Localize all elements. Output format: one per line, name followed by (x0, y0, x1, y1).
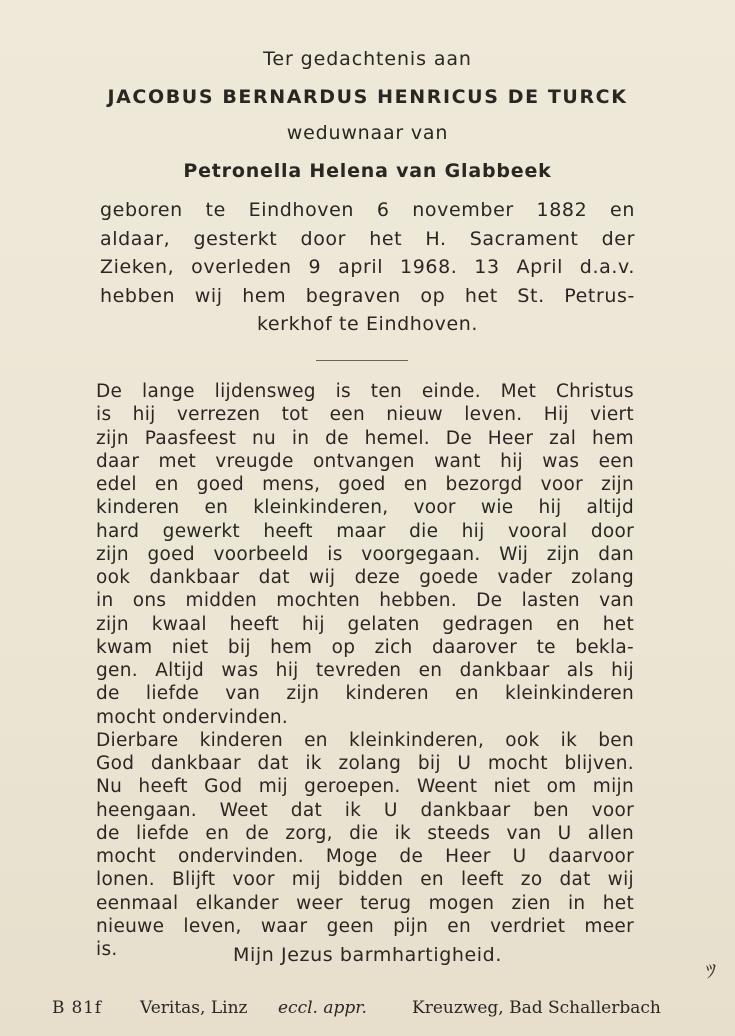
text-line: nieuwe leven, waar geen pijn en verdriet meer (96, 915, 634, 937)
approval-note: eccl. appr. (278, 998, 367, 1018)
text-line: in ons midden mochten hebben. De lasten van (96, 590, 634, 612)
text-line: God dankbaar dat ik zolang bij U mocht blijven. (96, 753, 634, 774)
margin-mark: ﾂ (706, 959, 716, 983)
text-line: zijn kwaal heeft hij gelaten gedragen en het (96, 613, 634, 635)
closing-prayer: Mijn Jezus barmhartigheid. (233, 944, 502, 966)
text-line: zijn goed voorbeeld is voorgegaan. Wij zijn dan (96, 543, 634, 565)
text-line: hard gewerkt heeft maar die hij vooral door (96, 520, 634, 542)
deceased-name: JACOBUS BERNARDUS HENRICUS DE TURCK (107, 86, 628, 108)
text-line: zijn Paasfeest nu in de hemel. De Heer zal hem (96, 427, 634, 449)
section-divider (316, 360, 408, 361)
bio-line: Zieken, overleden 9 april 1968. 13 April d.a.v. (100, 256, 635, 279)
bio-line: kerkhof te Eindhoven. (256, 313, 479, 336)
text-line: lonen. Blijft voor mij bidden en leeft zo dat wij (96, 869, 634, 891)
text-line: heengaan. Weet dat ik U dankbaar ben voor (96, 799, 634, 821)
text-line: gen. Altijd was hij tevreden en dankbaar als hij (96, 660, 634, 681)
text-line: is hij verrezen tot een nieuw leven. Hij viert (96, 404, 634, 426)
image-location: Kreuzweg, Bad Schallerbach (412, 998, 661, 1018)
publisher: Veritas, Linz (140, 998, 248, 1018)
print-code: B 81f (52, 998, 102, 1018)
bio-line: hebben wij hem begraven op het St. Petrus- (100, 284, 635, 307)
printer-footer (0, 998, 735, 1028)
text-line: de liefde van zijn kinderen en kleinkinderen (96, 683, 634, 705)
text-line: Dierbare kinderen en kleinkinderen, ook ik ben (96, 729, 634, 751)
memorial-text (96, 380, 634, 961)
text-line: kwam niet bij hem op zich daarover te bekla- (96, 636, 634, 658)
text-line: kinderen en kleinkinderen, voor wie hij altijd (96, 497, 634, 519)
spouse-name: Petronella Helena van Glabbeek (183, 160, 552, 182)
text-line: De lange lijdensweg is ten einde. Met Christus (96, 381, 634, 402)
text-line: mocht ondervinden. (96, 706, 289, 728)
text-line: de liefde en de zorg, die ik steeds van U allen (96, 822, 634, 844)
widower-line: weduwnaar van (286, 122, 449, 144)
biography (100, 196, 635, 339)
text-line: eenmaal elkander weer terug mogen zien in het (96, 892, 634, 914)
bio-line: geboren te Eindhoven 6 november 1882 en (100, 199, 635, 221)
bio-line: aldaar, gesterkt door het H. Sacrament der (100, 227, 635, 250)
text-line: edel en goed mens, goed en bezorgd voor zijn (96, 474, 634, 495)
text-line: Nu heeft God mij geroepen. Weent niet om mijn (96, 776, 634, 798)
intro-line: Ter gedachtenis aan (263, 48, 472, 70)
text-line: mocht ondervinden. Moge de Heer U daarvoor (96, 846, 634, 867)
text-line: is. (96, 939, 118, 960)
text-line: ook dankbaar dat wij deze goede vader zolang (96, 567, 634, 588)
text-line: daar met vreugde ontvangen want hij was een (96, 450, 634, 472)
